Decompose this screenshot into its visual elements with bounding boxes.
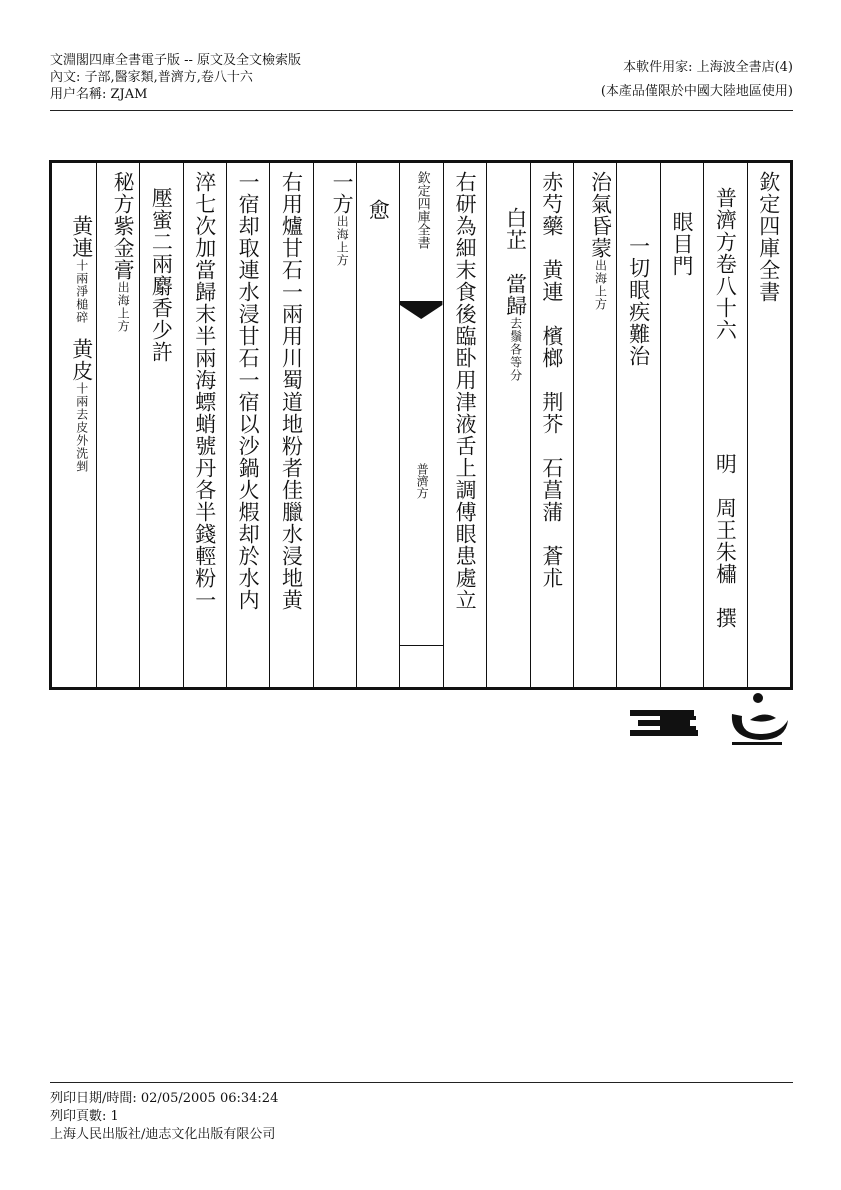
gutter-divider <box>400 645 442 646</box>
column-11 <box>313 163 356 687</box>
footer-publisher: 上海人民出版社/迪志文化出版有限公司 <box>50 1127 276 1142</box>
column-15 <box>139 163 182 687</box>
column-text: 眼目門 <box>670 211 695 277</box>
annotation-b: 上方 <box>116 307 131 333</box>
column-10 <box>356 163 399 687</box>
column-6 <box>530 163 573 687</box>
annotation-a: 出海 <box>593 259 608 285</box>
column-text: 愈 <box>366 199 391 221</box>
header-rule <box>50 110 793 111</box>
column-text: 一切眼疾難治 <box>626 235 651 367</box>
column-author: 明 周王朱橚 撰 <box>713 453 738 629</box>
annotation <box>593 259 606 311</box>
column-main: 秘方紫金膏 <box>111 171 136 281</box>
annotation-a: 去鬚各 <box>508 317 523 356</box>
column-14 <box>183 163 226 687</box>
header-right <box>601 56 793 104</box>
text-columns <box>52 163 790 687</box>
column-main-2: 黄皮 <box>69 338 94 382</box>
gutter-title: 欽定四庫全書 <box>414 171 430 249</box>
column-main: 白芷 當歸 <box>503 207 528 317</box>
column-text <box>330 171 354 267</box>
publisher-logo-icon <box>620 690 792 750</box>
column-main: 治氣昏蒙 <box>588 171 613 259</box>
column-text <box>111 171 135 333</box>
column-8 <box>443 163 486 687</box>
column-text: 淬七次加當歸末半兩海螵蛸號丹各半錢輕粉一 <box>192 171 217 611</box>
annotation-d: 外洗剉 <box>74 434 89 473</box>
column-text: 壓蜜二兩麝香少許 <box>149 187 174 363</box>
column-3 <box>660 163 703 687</box>
annotation <box>335 215 348 267</box>
annotation <box>509 317 522 382</box>
header-title: 文淵閣四庫全書電子版 -- 原文及全文檢索版 <box>50 53 302 68</box>
annotation-c: 十兩去皮 <box>74 382 89 434</box>
column-text <box>588 171 612 311</box>
column-main: 一方 <box>330 171 355 215</box>
fishtail-mark <box>400 301 442 319</box>
header-notice: (本產品僅限於中國大陸地區使用) <box>600 84 793 99</box>
column-12 <box>269 163 312 687</box>
footer-print-pages: 列印頁數: 1 <box>50 1109 119 1124</box>
annotation <box>75 259 88 324</box>
annotation-b: 等分 <box>508 356 523 382</box>
column-1 <box>747 163 790 687</box>
column-text: 欽定四庫全書 <box>756 171 781 303</box>
column-text: 赤芍藥 黄連 檳榔 荆芥 石菖蒲 蒼朮 <box>539 171 564 589</box>
annotation <box>75 382 88 473</box>
footer-rule <box>50 1082 793 1083</box>
annotation-b: 槌碎 <box>74 298 89 324</box>
column-text <box>70 215 94 473</box>
header-username: 用户名稱: ZJAM <box>50 87 148 102</box>
gutter-book-title: 普濟方 <box>415 463 430 499</box>
column-13 <box>226 163 269 687</box>
annotation-b: 上方 <box>593 285 608 311</box>
center-gutter <box>399 163 442 687</box>
column-5 <box>573 163 616 687</box>
column-text: 右研為細末食後臨卧用津液舌上調傅眼患處立 <box>453 171 478 611</box>
page-frame <box>49 160 793 690</box>
column-16 <box>96 163 139 687</box>
annotation-a: 十兩淨 <box>74 259 89 298</box>
annotation <box>116 281 129 333</box>
column-17 <box>52 163 95 687</box>
annotation-b: 上方 <box>335 241 350 267</box>
column-2 <box>703 163 746 687</box>
annotation-a: 出海 <box>335 215 350 241</box>
header-licensee: 本軟件用家: 上海波全書店(4) <box>623 60 793 75</box>
column-7 <box>486 163 529 687</box>
column-4 <box>616 163 659 687</box>
column-main: 黄連 <box>69 215 94 259</box>
annotation-a: 出海 <box>116 281 131 307</box>
column-text: 一宿却取連水浸甘石一宿以沙鍋火煆却於水内 <box>236 171 261 611</box>
column-text: 右用爐甘石一兩用川蜀道地粉者佳臘水浸地黄 <box>279 171 304 611</box>
header-content-path: 內文: 子部,醫家類,普濟方,卷八十六 <box>50 70 253 85</box>
column-text <box>504 207 528 382</box>
header-left <box>50 52 301 103</box>
footer-print-date: 列印日期/時間: 02/05/2005 06:34:24 <box>50 1091 279 1106</box>
column-text: 普濟方卷八十六 <box>713 187 738 341</box>
footer <box>50 1090 278 1144</box>
